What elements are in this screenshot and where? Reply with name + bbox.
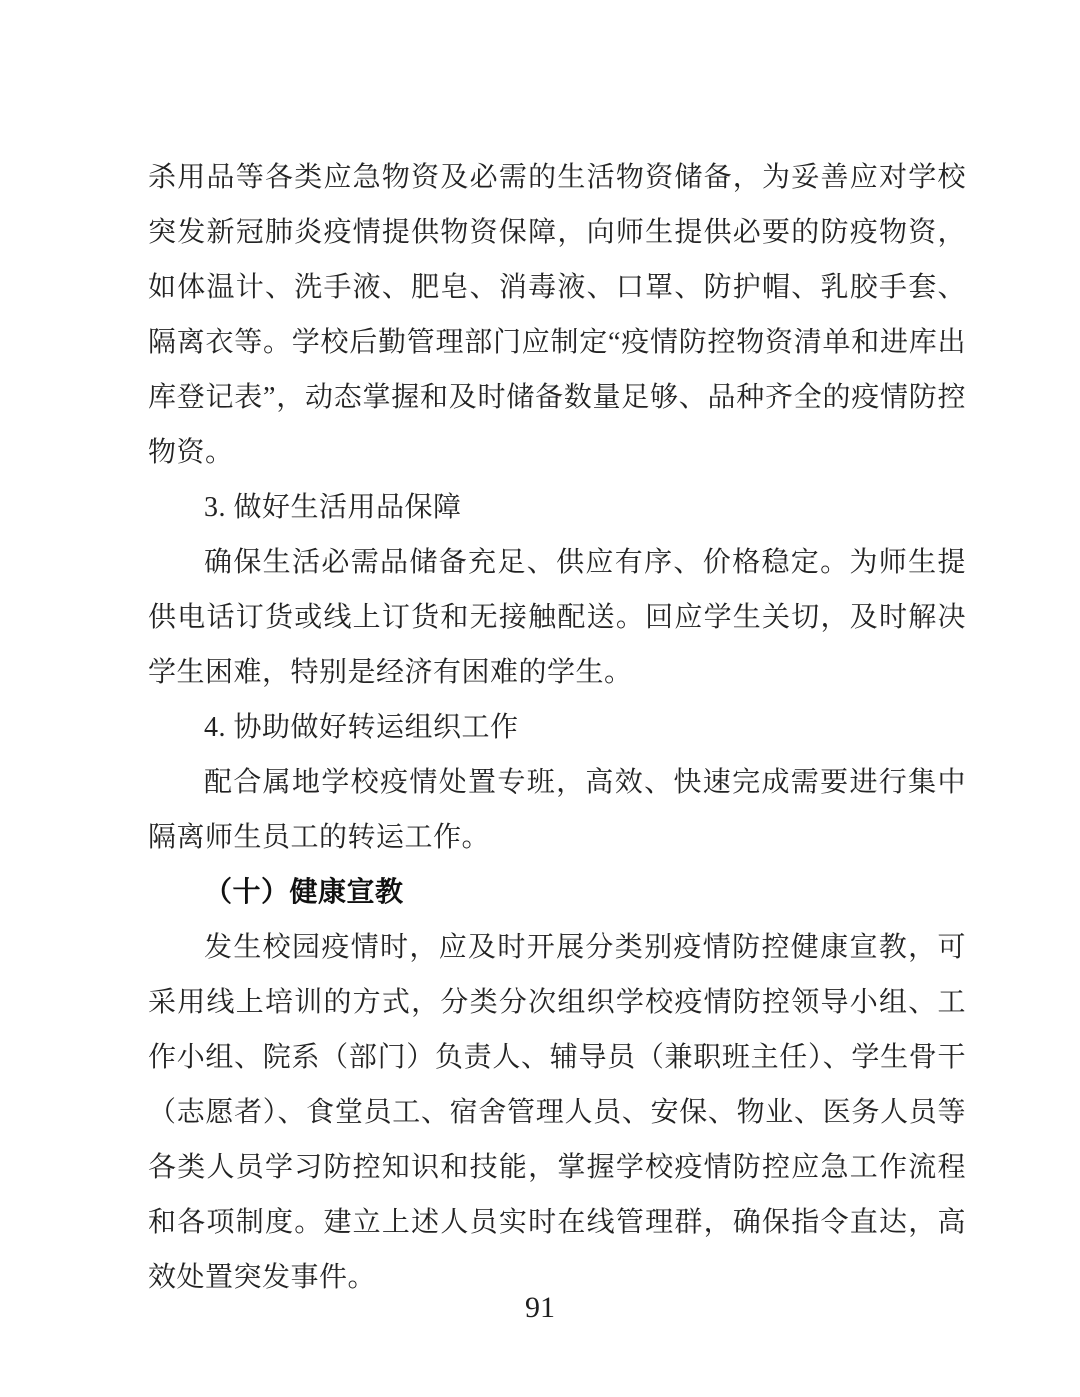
paragraph-body: 发生校园疫情时，应及时开展分类别疫情防控健康宣教，可采用线上培训的方式，分类分次组织学校疫情防控领导小组、工作小组、院系（部门）负责人、辅导员（兼职班主任）、学生骨干（志愿者）、食堂员工、宿舍管理人员、安保、物业、医务人员等各类人员学习防控知识和技能，掌握学校疫情防控应急工作流程和各项制度。建立上述人员实时在线管理群，确保指令直达，高效处置突发事件。 xyxy=(148,932,966,1293)
paragraph-body: 确保生活必需品储备充足、供应有序、价格稳定。为师生提供电话订货或线上订货和无接触配送。回应学生关切，及时解决学生困难，特别是经济有困难的学生。 xyxy=(148,547,966,688)
paragraph-body: 配合属地学校疫情处置专班，高效、快速完成需要进行集中隔离师生员工的转运工作。 xyxy=(148,767,966,853)
page-number: 91 xyxy=(525,1291,555,1324)
section-heading: （十）健康宣教 xyxy=(204,877,404,908)
numbered-item-heading-3: 3. 做好生活用品保障 xyxy=(204,492,462,523)
numbered-item-heading-4: 4. 协助做好转运组织工作 xyxy=(204,712,519,743)
paragraph-continuation: 杀用品等各类应急物资及必需的生活物资储备，为妥善应对学校突发新冠肺炎疫情提供物资保障，向师生提供必要的防疫物资，如体温计、洗手液、肥皂、消毒液、口罩、防护帽、乳胶手套、隔离衣等。学校后勤管理部门应制定“疫情防控物资清单和进库出库登记表”，动态掌握和及时储备数量足够、品种齐全的疫情防控物资。 xyxy=(148,162,966,468)
page-body xyxy=(148,150,966,1305)
